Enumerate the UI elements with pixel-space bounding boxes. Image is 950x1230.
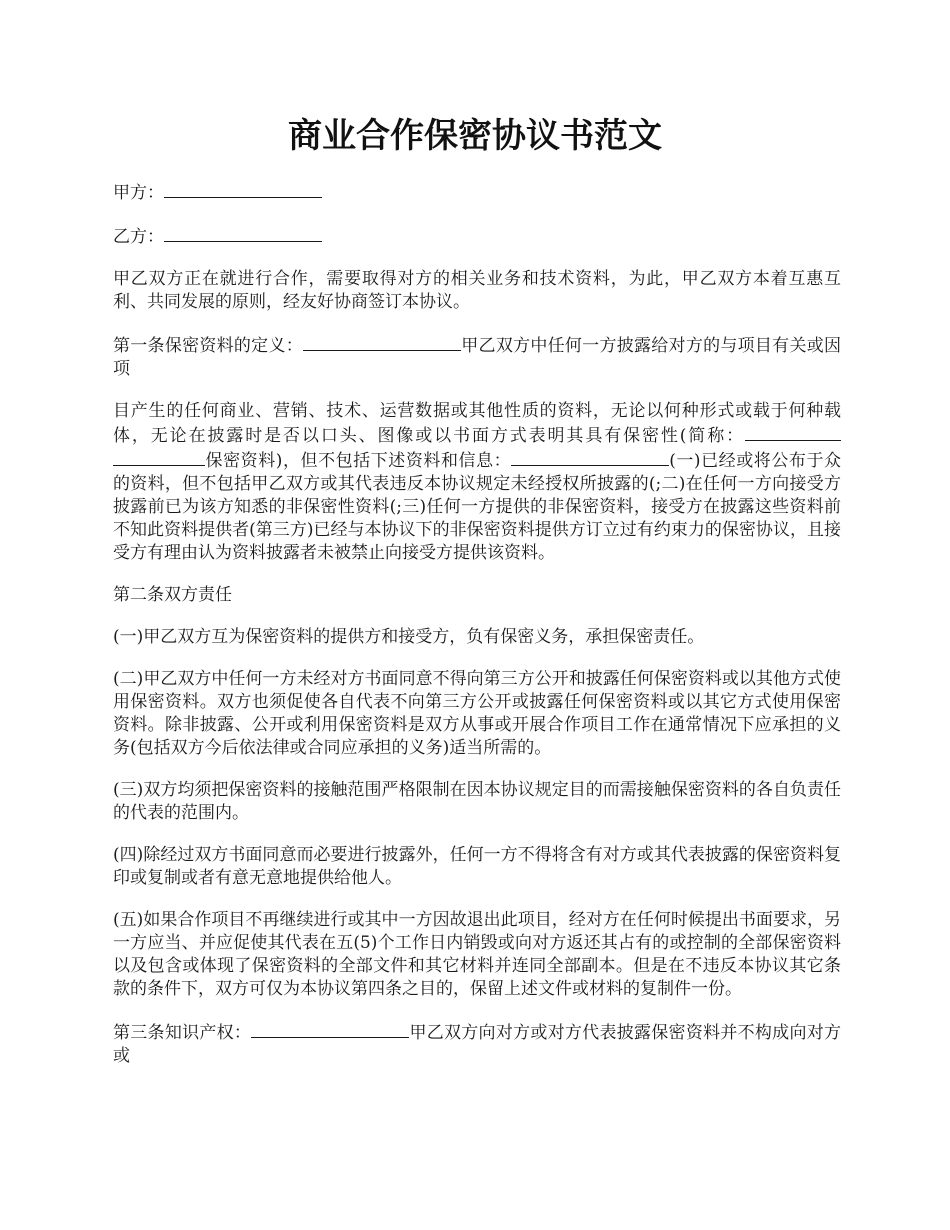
party-b-line: [113, 224, 841, 249]
abbreviation-blank-end: [745, 423, 841, 441]
article-3-heading-suffix: 甲乙双方向对方或对方代表披露保密资料并不构成向对方或: [113, 1023, 842, 1066]
abbreviation-blank-start: [113, 448, 205, 466]
article-2-heading: 第二条双方责任: [113, 585, 232, 605]
article-1-heading: [113, 333, 841, 381]
party-a-line: [113, 180, 841, 205]
article-2-item-5: (五)如果合作项目不再继续进行或其中一方因故退出此项目，经对方在任何时候提出书面要求，另一方应当、并应促使其代表在五(5)个工作日内销毁或向对方返还其占有的或控制的全部保密资料以及包含或体现了保密资料的全部文件和其它材料并连同全部副本。但是在不违反本协议其它条款的条件下，双方可仅为本协议第四条之目的，保留上述文件或材料的复制件一份。: [113, 910, 841, 999]
intro-paragraph: 甲乙双方正在就进行合作，需要取得对方的相关业务和技术资料，为此，甲乙双方本着互惠互利、共同发展的原则，经友好协商签订本协议。: [113, 269, 841, 312]
article-1-text-end: (一)已经或将公布于众的资料，但不包括甲乙双方或其代表违反本协议规定未经授权所披露的(;二)在任何一方向接受方披露前已为该方知悉的非保密性资料(;三)任何一方提供的非保密资料，接受方在披露这些资料前不知此资料提供者(第三方)已经与本协议下的非保密资料提供方订立过有约束力的保密协议，且接受方有理由认为资料披露者未被禁止向接受方提供该资料。: [113, 451, 842, 563]
party-b-blank: [164, 224, 322, 242]
article-2-item-1: (一)甲乙双方互为保密资料的提供方和接受方，负有保密义务，承担保密责任。: [113, 627, 705, 647]
article-1-paragraph: [113, 400, 841, 565]
article-1-text-start: 目产生的任何商业、营销、技术、运营数据或其他性质的资料，无论以何种形式或载于何种载体，无论在披露时是否以口头、图像或以书面方式表明其具有保密性(简称：: [113, 401, 841, 446]
party-a-blank: [164, 180, 322, 198]
exclusions-blank: [511, 448, 669, 466]
article-2-item-4: (四)除经过双方书面同意而必要进行披露外，任何一方不得将含有对方或其代表披露的保密资料复印或复制或者有意无意地提供给他人。: [113, 845, 841, 888]
article-2-item-2: (二)甲乙双方中任何一方未经对方书面同意不得向第三方公开和披露任何保密资料或以其他方式使用保密资料。双方也须促使各自代表不向第三方公开或披露任何保密资料或以其它方式使用保密资料。除非披露、公开或利用保密资料是双方从事或开展合作项目工作在通常情况下应承担的义务(包括双方今后依法律或合同应承担的义务)适当所需的。: [113, 669, 841, 758]
article-2-item-3: (三)双方均须把保密资料的接触范围严格限制在因本协议规定目的而需接触保密资料的各自负责任的代表的范围内。: [113, 780, 841, 823]
article-3-heading-prefix: 第三条知识产权：: [113, 1023, 252, 1043]
party-a-label: 甲方：: [113, 183, 164, 203]
article-3-heading: [113, 1020, 841, 1068]
article-3-blank: [251, 1020, 409, 1038]
article-1-heading-prefix: 第一条保密资料的定义：: [113, 336, 303, 356]
document-body: [113, 180, 841, 1087]
article-1-blank: [303, 333, 461, 351]
party-b-label: 乙方：: [113, 227, 164, 247]
article-1-text-middle: 保密资料)，但不包括下述资料和信息：: [205, 451, 512, 471]
document-title: 商业合作保密协议书范文: [288, 116, 662, 156]
article-1-heading-suffix: 甲乙双方中任何一方披露给对方的与项目有关或因项: [113, 336, 841, 379]
